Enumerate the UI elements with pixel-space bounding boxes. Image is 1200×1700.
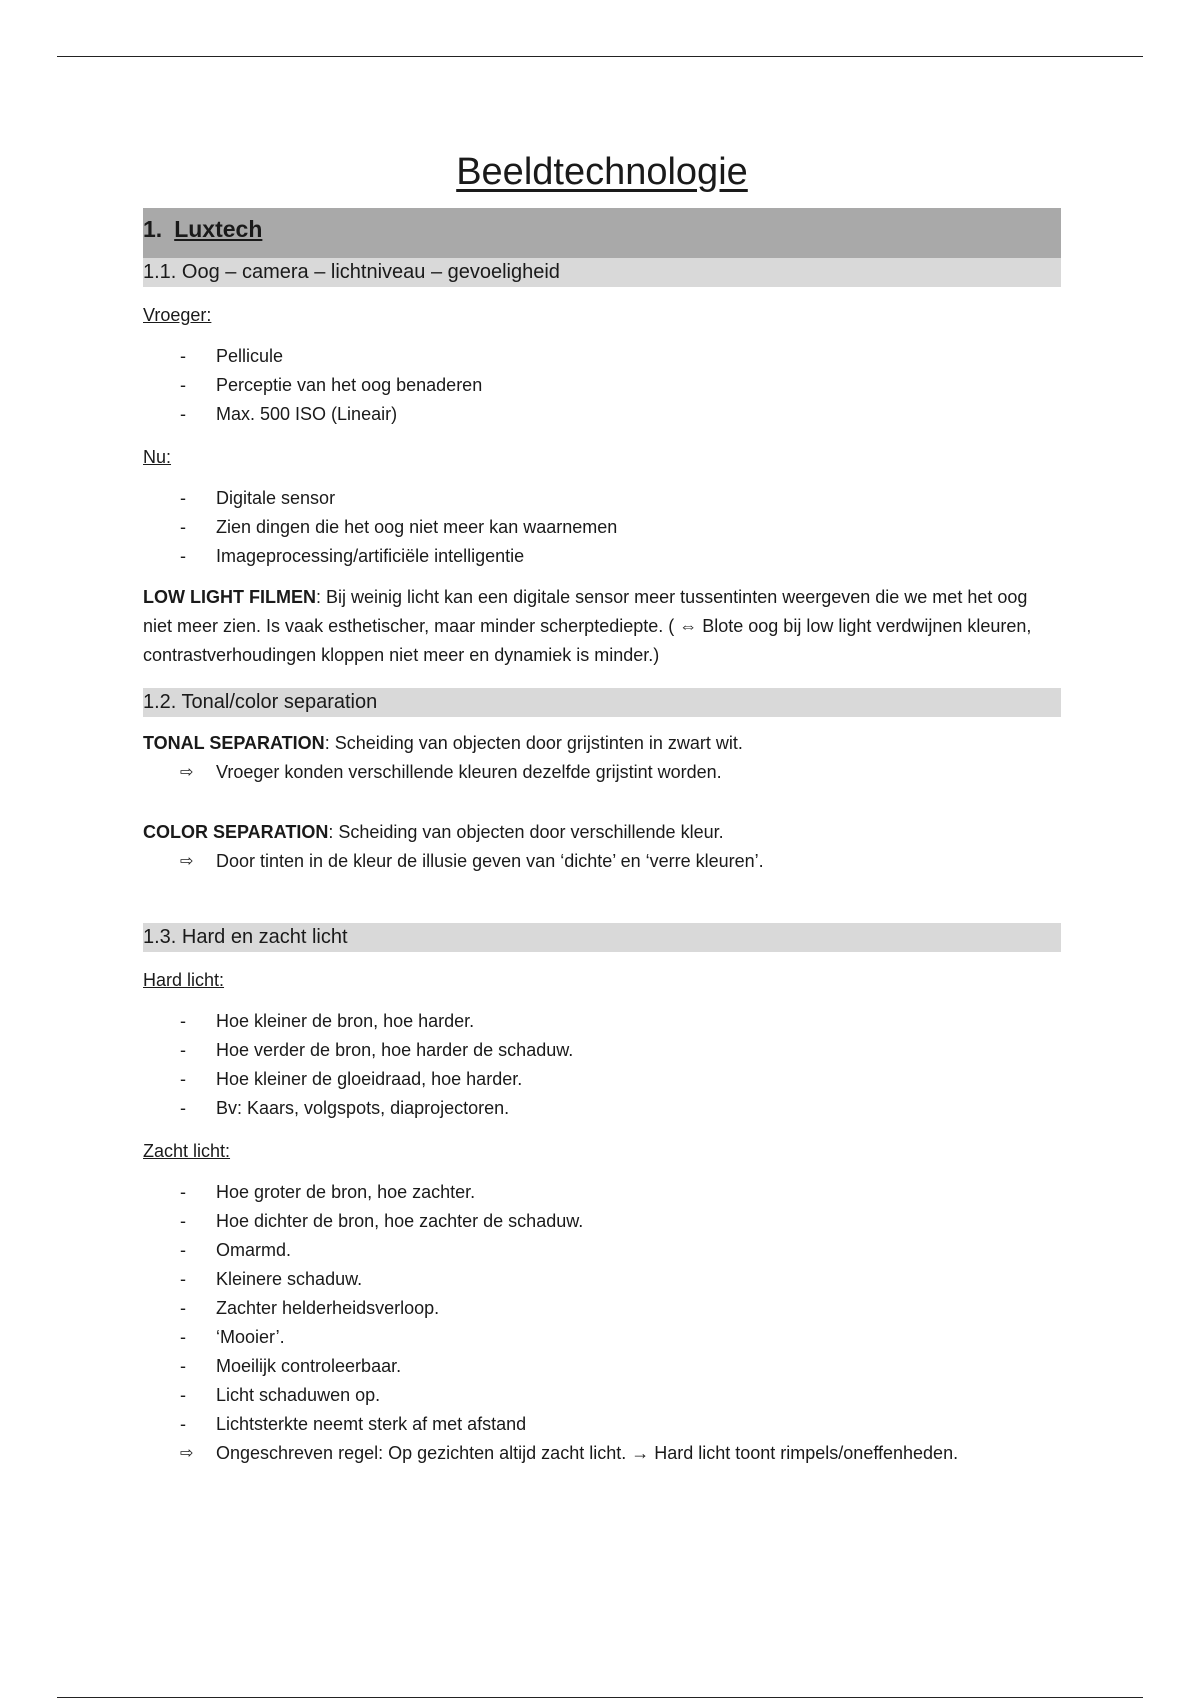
list-item: - Hoe dichter de bron, hoe zachter de schaduw. bbox=[180, 1211, 584, 1231]
list-item: - Imageprocessing/artificiële intelligentie bbox=[180, 546, 525, 566]
vroeger-list bbox=[143, 342, 1061, 429]
section-1-number: 1. bbox=[143, 216, 163, 242]
zacht-licht-label: Zacht licht: bbox=[143, 1141, 231, 1161]
subsection-1-2-heading: 1.2. Tonal/color separation bbox=[143, 688, 1061, 717]
list-item: - Bv: Kaars, volgspots, diaprojectoren. bbox=[180, 1098, 510, 1118]
footer-rule bbox=[57, 1697, 1143, 1698]
list-item: - Lichtsterkte neemt sterk af met afstand bbox=[180, 1414, 527, 1434]
list-item: - Moeilijk controleerbaar. bbox=[180, 1356, 402, 1376]
tonal-paragraph: TONAL SEPARATION: Scheiding van objecten door grijstinten in zwart wit. bbox=[143, 733, 743, 753]
list-item: - Omarmd. bbox=[180, 1240, 292, 1260]
color-term: COLOR SEPARATION bbox=[143, 822, 329, 842]
unwritten-rule-note: ⇨ Ongeschreven regel: Op gezichten altijd zacht licht. → Hard licht toont rimpels/oneffenheden. bbox=[143, 1439, 1061, 1468]
list-item: - Digitale sensor bbox=[180, 488, 336, 508]
list-item: - Zachter helderheidsverloop. bbox=[180, 1298, 440, 1318]
arrow-icon: ⇨ bbox=[180, 853, 194, 870]
list-item: - Hoe kleiner de bron, hoe harder. bbox=[180, 1011, 475, 1031]
tonal-arrow-note: ⇨ Vroeger konden verschillende kleuren dezelfde grijstint worden. bbox=[143, 758, 1061, 787]
vroeger-label: Vroeger: bbox=[143, 305, 212, 325]
list-item: - Hoe verder de bron, hoe harder de schaduw. bbox=[180, 1040, 574, 1060]
section-1-heading bbox=[143, 208, 1061, 258]
document-title: Beeldtechnologie bbox=[456, 151, 748, 193]
list-item: - Hoe kleiner de gloeidraad, hoe harder. bbox=[180, 1069, 523, 1089]
hard-licht-list bbox=[143, 1007, 1061, 1123]
document-body bbox=[143, 148, 1061, 1468]
list-item: - ‘Mooier’. bbox=[180, 1327, 285, 1347]
color-arrow-note: ⇨ Door tinten in de kleur de illusie geven van ‘dichte’ en ‘verre kleuren’. bbox=[143, 847, 1061, 876]
nu-list bbox=[143, 484, 1061, 571]
subsection-1-1-heading: 1.1. Oog – camera – lichtniveau – gevoeligheid bbox=[143, 258, 1061, 287]
list-item: - Pellicule bbox=[180, 346, 284, 366]
tonal-term: TONAL SEPARATION bbox=[143, 733, 325, 753]
header-rule bbox=[57, 56, 1143, 57]
list-item: - Perceptie van het oog benaderen bbox=[180, 375, 483, 395]
low-light-term: LOW LIGHT FILMEN bbox=[143, 587, 316, 607]
list-item: - Max. 500 ISO (Lineair) bbox=[180, 404, 398, 424]
color-paragraph: COLOR SEPARATION: Scheiding van objecten door verschillende kleur. bbox=[143, 822, 724, 842]
list-item: - Licht schaduwen op. bbox=[180, 1385, 381, 1405]
section-1-title: Luxtech bbox=[174, 216, 263, 242]
list-item: - Zien dingen die het oog niet meer kan waarnemen bbox=[180, 517, 618, 537]
subsection-1-3-heading: 1.3. Hard en zacht licht bbox=[143, 923, 1061, 952]
low-light-paragraph: LOW LIGHT FILMEN: Bij weinig licht kan een digitale sensor meer tussentinten weergeven die we met het oog niet meer zien. Is vaak esthetischer, maar minder scherptediepte. ( ⇔ Blote oog bij low light verdwijnen kleuren, contrastverhoudingen kloppen niet meer en dynamiek is minder.) bbox=[143, 587, 1032, 665]
arrow-icon: ⇨ bbox=[180, 764, 194, 781]
list-item: - Hoe groter de bron, hoe zachter. bbox=[180, 1182, 476, 1202]
list-item: - Kleinere schaduw. bbox=[180, 1269, 363, 1289]
nu-label: Nu: bbox=[143, 447, 172, 467]
arrow-icon: ⇨ bbox=[180, 1445, 194, 1462]
zacht-licht-list bbox=[143, 1178, 1061, 1439]
hard-licht-label: Hard licht: bbox=[143, 970, 225, 990]
